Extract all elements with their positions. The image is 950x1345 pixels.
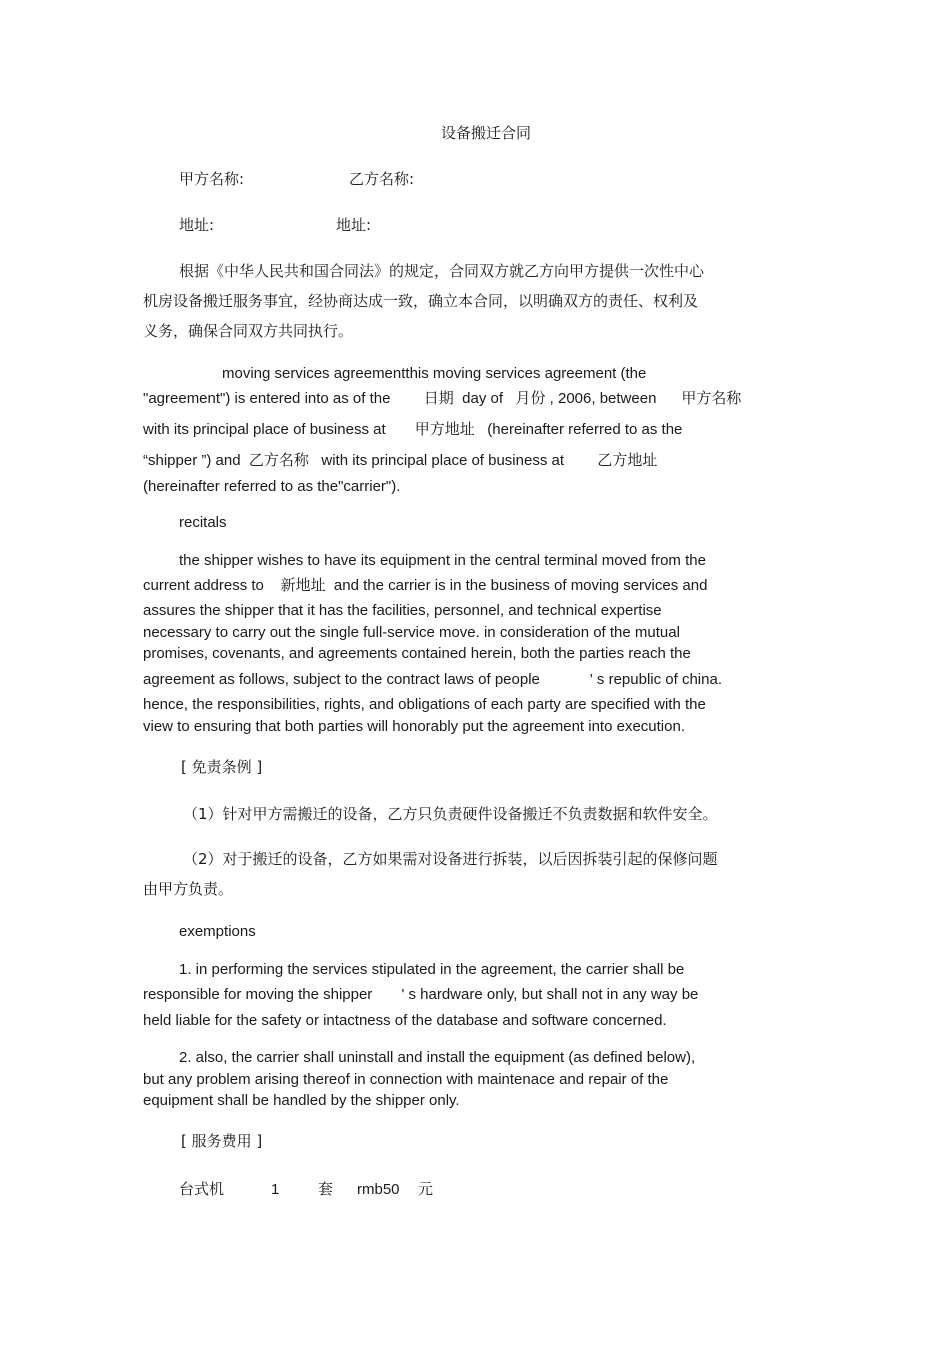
exemption-en-item-2-line: equipment shall be handled by the shipper only.: [143, 1092, 460, 1109]
exemption-en-item-1-line: responsible for moving the shipper ' s hardware only, but shall not in any way be: [143, 986, 699, 1003]
fee-quantity: 1: [271, 1181, 280, 1198]
party-b-address-label: 地址:: [336, 216, 372, 234]
exemption-en-item-1-line: held liable for the safety or intactness of the database and software concerned.: [143, 1012, 667, 1029]
preamble-en-line: (hereinafter referred to as the"carrier").: [143, 478, 401, 495]
recitals-line: assures the shipper that it has the facilities, personnel, and technical expertise: [143, 602, 662, 619]
fees-heading: [ 服务费用 ]: [181, 1132, 263, 1150]
preamble-en-line: “shipper ”) and 乙方名称 with its principal place of business at 乙方地址: [143, 452, 658, 469]
exemption-en-item-2-line: 2. also, the carrier shall uninstall and install the equipment (as defined below),: [179, 1049, 696, 1066]
fee-item: 台式机: [179, 1180, 225, 1198]
fee-currency: 元: [418, 1180, 434, 1198]
party-a-name-label: 甲方名称:: [179, 170, 245, 188]
document-title: 设备搬迁合同: [441, 124, 532, 142]
preamble-en-line: moving services agreementthis moving services agreement (the: [222, 365, 647, 382]
party-b-name-label: 乙方名称:: [349, 170, 415, 188]
recitals-line: hence, the responsibilities, rights, and obligations of each party are specified with the: [143, 696, 706, 713]
preamble-en-line: with its principal place of business at 甲方地址 (hereinafter referred to as the: [143, 421, 683, 438]
recitals-line: promises, covenants, and agreements contained herein, both the parties reach the: [143, 645, 691, 662]
exemption-cn-item-1: （1）针对甲方需搬迁的设备，乙方只负责硬件设备搬迁不负责数据和软件安全。: [183, 805, 718, 823]
exemption-en-item-1-line: 1. in performing the services stipulated in the agreement, the carrier shall be: [179, 961, 685, 978]
party-a-address-label: 地址:: [179, 216, 215, 234]
recitals-line: view to ensuring that both parties will honorably put the agreement into execution.: [143, 718, 685, 735]
preamble-cn-line: 机房设备搬迁服务事宜，经协商达成一致，确立本合同，以明确双方的责任、权利及: [143, 292, 699, 310]
recitals-line: agreement as follows, subject to the contract laws of people ' s republic of china.: [143, 671, 722, 688]
recitals-heading: recitals: [179, 514, 227, 531]
exemption-cn-item-2-line: （2）对于搬迁的设备，乙方如果需对设备进行拆装，以后因拆装引起的保修问题: [183, 850, 718, 868]
recitals-line: the shipper wishes to have its equipment in the central terminal moved from the: [179, 552, 706, 569]
fee-price: rmb50: [357, 1181, 400, 1198]
preamble-en-line: "agreement") is entered into as of the 日期 day of 月份 , 2006, between 甲方名称: [143, 390, 742, 407]
preamble-cn-line: 根据《中华人民共和国合同法》的规定，合同双方就乙方向甲方提供一次性中心: [179, 262, 705, 280]
fee-unit: 套: [318, 1180, 334, 1198]
exemption-heading-cn: [ 免责条例 ]: [181, 758, 263, 776]
exemption-cn-item-2-line: 由甲方负责。: [143, 880, 234, 898]
recitals-line: current address to 新地址 and the carrier is in the business of moving services and: [143, 577, 708, 594]
recitals-line: necessary to carry out the single full-service move. in consideration of the mutual: [143, 624, 680, 641]
exemption-en-item-2-line: but any problem arising thereof in connection with maintenace and repair of the: [143, 1071, 669, 1088]
exemptions-heading: exemptions: [179, 923, 256, 940]
preamble-cn-line: 义务，确保合同双方共同执行。: [143, 322, 354, 340]
